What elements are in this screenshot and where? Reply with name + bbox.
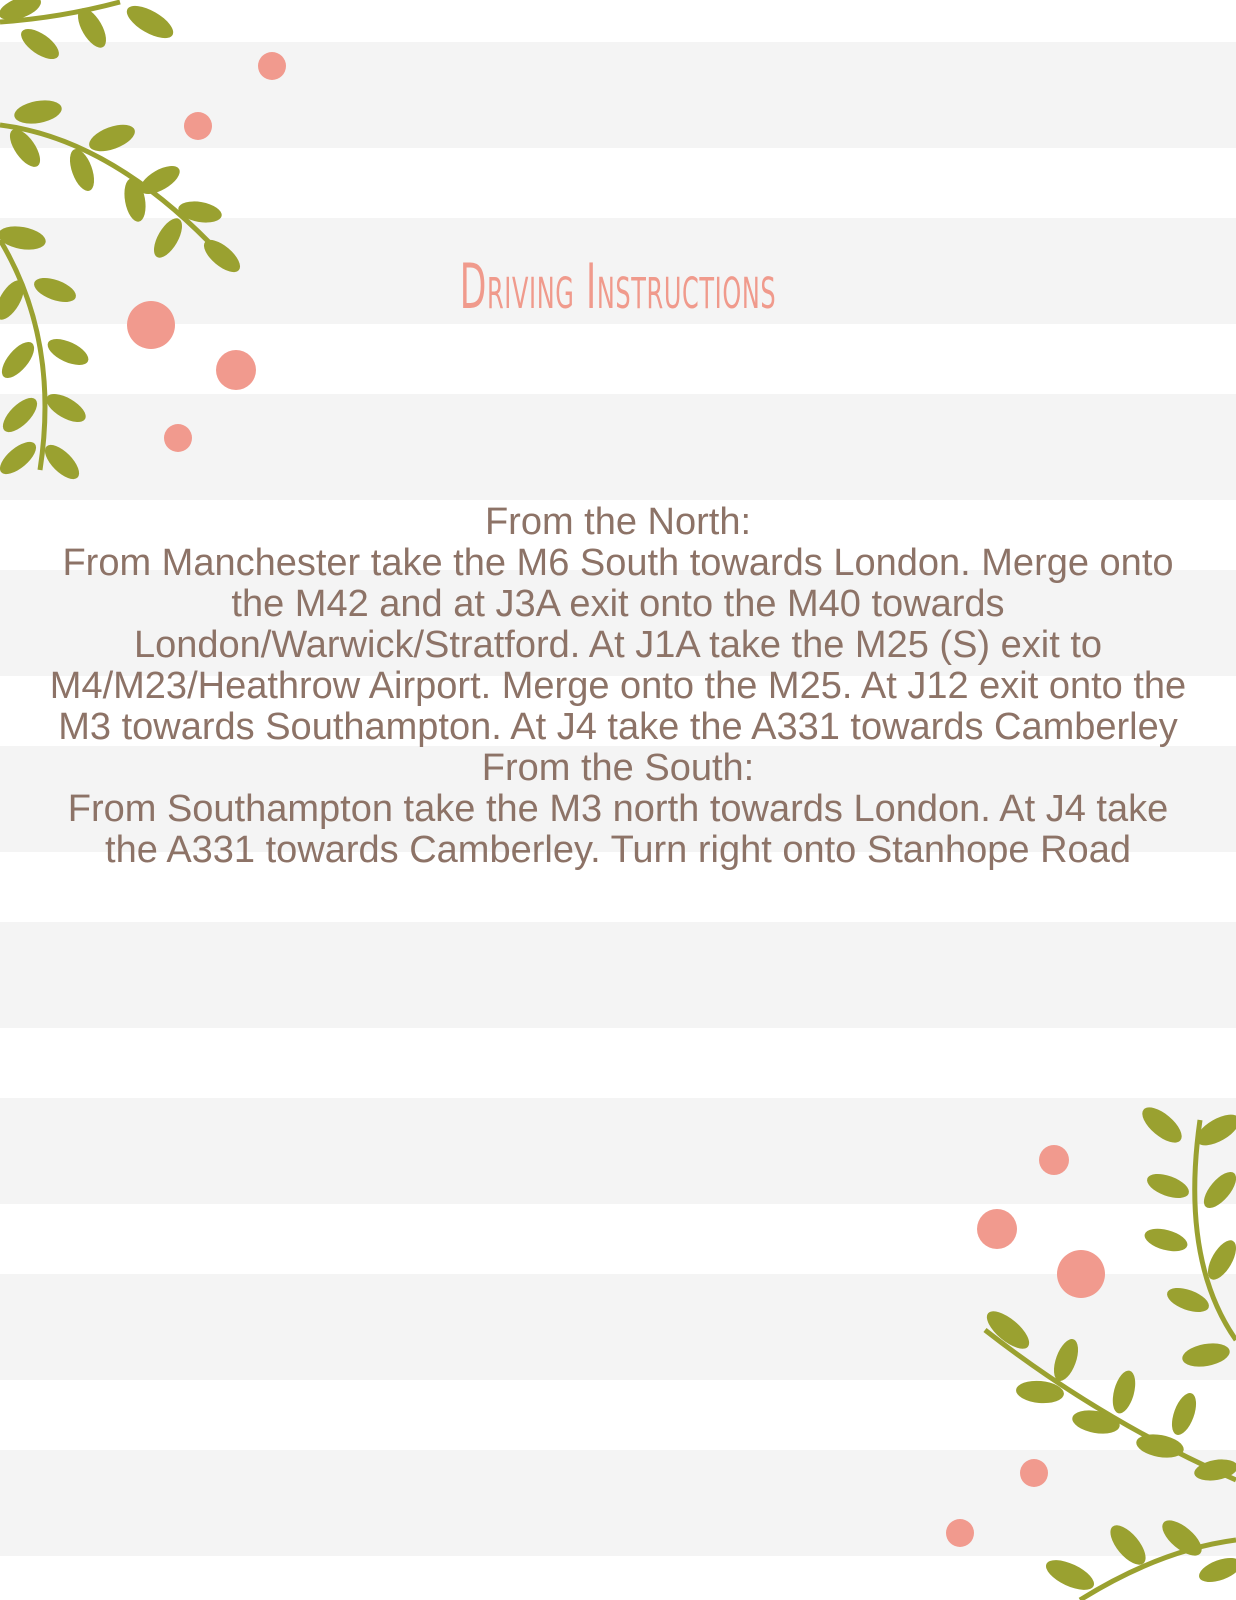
bottom-right-vine [981, 1101, 1236, 1600]
section-text-south: From Southampton take the M3 north towards London. At J4 take the A331 towards Camberley. Turn right onto Stanhope Road [67, 788, 1169, 871]
section-heading-north: From the North: [484, 501, 752, 543]
section-text-north: From Manchester take the M6 South towards London. Merge onto the M42 and at J3A exit onto the M40 towards London/Warwick/Stratford. At J1A take the M25 (S) exit to M4/M23/Heathrow Airport. Merge onto the M25. At J12 exit onto the M3 towards Southampton. At J4 take the A331 towards Camberley [49, 542, 1187, 748]
directions-body [40, 502, 1196, 871]
page-title: Driving Instructions [459, 250, 777, 323]
bottom-right-dots [946, 1145, 1105, 1547]
section-heading-south: From the South: [481, 747, 755, 789]
top-left-vine [0, 0, 245, 485]
